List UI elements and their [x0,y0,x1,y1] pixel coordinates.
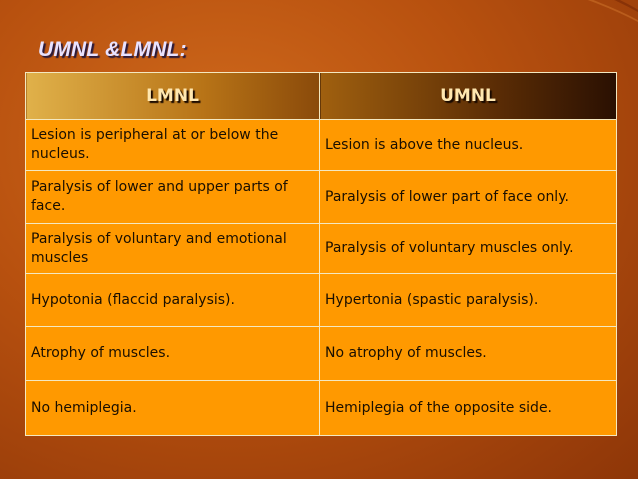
umnl-cell: Lesion is above the nucleus. [320,120,617,171]
column-header-umnl: UMNL [320,73,617,120]
table-row [26,120,617,171]
lmnl-cell: Paralysis of voluntary and emotional muscles [26,224,320,274]
umnl-cell: Paralysis of voluntary muscles only. [320,224,617,274]
table-row [26,274,617,327]
umnl-cell: Hemiplegia of the opposite side. [320,381,617,436]
comparison-table [25,72,617,436]
umnl-cell: Hypertonia (spastic paralysis). [320,274,617,327]
table-row [26,381,617,436]
lmnl-cell: Atrophy of muscles. [26,327,320,381]
slide-title: UMNL &LMNL: [38,38,187,61]
table-row [26,224,617,274]
lmnl-cell: Hypotonia (flaccid paralysis). [26,274,320,327]
umnl-cell: Paralysis of lower part of face only. [320,171,617,224]
umnl-cell: No atrophy of muscles. [320,327,617,381]
table-row [26,327,617,381]
lmnl-cell: Lesion is peripheral at or below the nucleus. [26,120,320,171]
table-row [26,171,617,224]
column-header-lmnl: LMNL [26,73,320,120]
header-row [26,73,617,120]
lmnl-cell: No hemiplegia. [26,381,320,436]
lmnl-cell: Paralysis of lower and upper parts of face. [26,171,320,224]
